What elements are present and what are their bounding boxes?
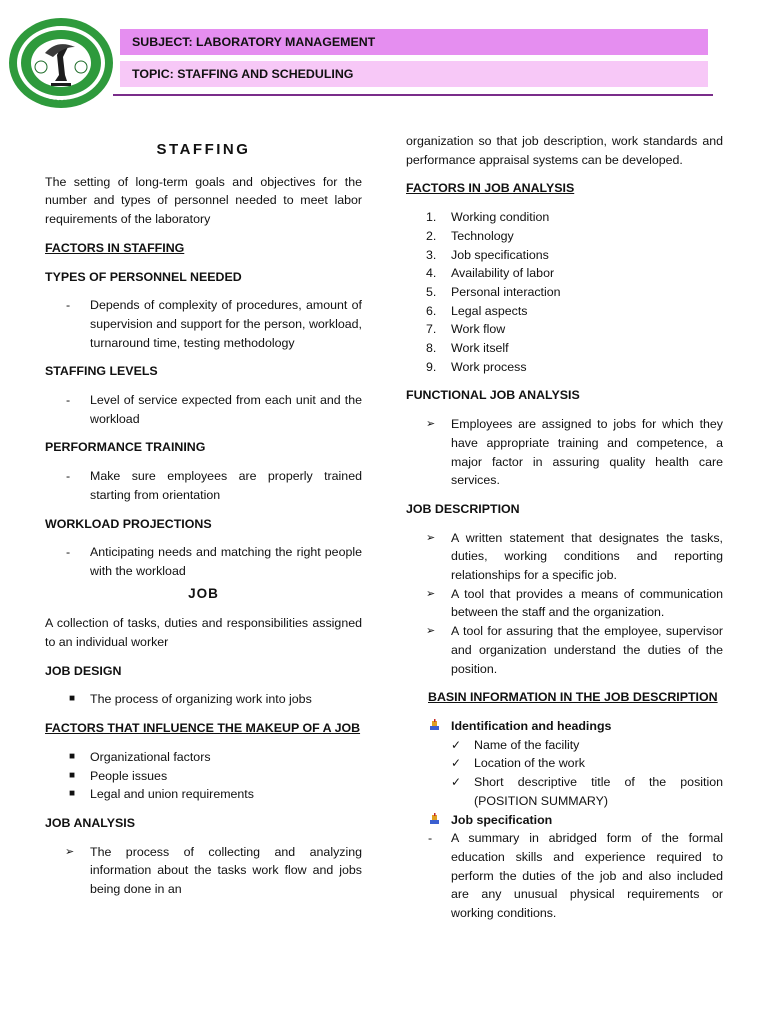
list-item: Identification and headings ✓ Name of the facility ✓ Location of the work ✓ Short descriptive title of the position (POSITION SUMMARY) bbox=[406, 717, 723, 811]
list-item: 9. Work process bbox=[426, 359, 527, 374]
list-item: ➢ A written statement that designates the tasks, duties, working conditions and reporting relationships for a specific job. bbox=[426, 530, 723, 583]
basin-heading: BASIN INFORMATION IN THE JOB DESCRIPTION bbox=[428, 690, 718, 705]
factors-job-analysis-list bbox=[406, 208, 723, 376]
list-item: 3. Job specifications bbox=[426, 247, 549, 262]
types-heading: TYPES OF PERSONNEL NEEDED bbox=[45, 269, 242, 284]
list-item: 4. Availability of labor bbox=[426, 266, 555, 281]
list-item: 2. Technology bbox=[426, 228, 514, 243]
right-column bbox=[406, 130, 723, 923]
job-description-heading: JOB DESCRIPTION bbox=[406, 501, 520, 516]
list-item: ➢ Employees are assigned to jobs for which they have appropriate training and competence, a major factor in assuring quality health care services. bbox=[426, 417, 723, 488]
subject-band: SUBJECT: LABORATORY MANAGEMENT bbox=[120, 29, 708, 55]
list-item: - Anticipating needs and matching the right people with the workload bbox=[66, 545, 362, 578]
training-heading: PERFORMANCE TRAINING bbox=[45, 440, 206, 455]
types-list bbox=[45, 296, 362, 352]
list-item: Job specification bbox=[406, 811, 723, 830]
analysis-continuation: organization so that job description, work standards and performance appraisal systems can be developed. bbox=[406, 134, 723, 167]
workload-list bbox=[45, 543, 362, 580]
pushpin-icon bbox=[428, 719, 441, 732]
list-item: 6. Legal aspects bbox=[426, 303, 528, 318]
list-item: ➢ A tool that provides a means of communication between the staff and the organization. bbox=[426, 586, 723, 620]
training-list bbox=[45, 467, 362, 504]
list-item: 7. Work flow bbox=[426, 322, 506, 337]
functional-heading: FUNCTIONAL JOB ANALYSIS bbox=[406, 388, 580, 403]
factors-job-analysis-heading: FACTORS IN JOB ANALYSIS bbox=[406, 181, 575, 196]
list-item: 5. Personal interaction bbox=[426, 284, 561, 299]
list-item: 8. Work itself bbox=[426, 341, 509, 356]
job-title: JOB bbox=[188, 585, 219, 601]
levels-list bbox=[45, 391, 362, 428]
college-seal-logo bbox=[5, 17, 113, 109]
staffing-intro: The setting of long-term goals and objectives for the number and types of personnel needed to meet labor requirements of the laboratory bbox=[45, 174, 362, 227]
list-item: - Level of service expected from each unit and the workload bbox=[66, 393, 362, 426]
list-item: ■ The process of organizing work into jobs bbox=[69, 692, 312, 707]
list-item: ✓ Location of the work bbox=[451, 756, 585, 771]
job-design-list bbox=[45, 690, 362, 709]
header-rule bbox=[113, 94, 713, 96]
left-column bbox=[45, 130, 362, 899]
topic-band: TOPIC: STAFFING AND SCHEDULING bbox=[120, 61, 708, 87]
influence-list bbox=[45, 748, 362, 804]
list-item: 1. Working condition bbox=[426, 210, 550, 225]
job-analysis-list bbox=[45, 843, 362, 899]
job-analysis-heading: JOB ANALYSIS bbox=[45, 815, 135, 830]
functional-list bbox=[406, 415, 723, 490]
staffing-title: STAFFING bbox=[156, 141, 251, 158]
job-definition: A collection of tasks, duties and responsibilities assigned to an individual worker bbox=[45, 616, 362, 650]
list-item: - Make sure employees are properly trained starting from orientation bbox=[66, 469, 362, 502]
pushpin-icon bbox=[428, 813, 441, 826]
job-description-list bbox=[406, 529, 723, 679]
influence-heading: FACTORS THAT INFLUENCE THE MAKEUP OF A JOB bbox=[45, 721, 361, 736]
list-item: ■ People issues bbox=[69, 768, 168, 783]
basin-list bbox=[406, 717, 723, 923]
list-item: - A summary in abridged form of the formal education skills and experience required to perform the duties of the job and also included are any unusual physical requirements or working conditions. bbox=[428, 831, 723, 921]
factors-in-staffing-heading: FACTORS IN STAFFING bbox=[45, 240, 185, 255]
levels-heading: STAFFING LEVELS bbox=[45, 364, 158, 379]
list-item: ■ Organizational factors bbox=[69, 749, 211, 764]
list-item: ➢ The process of collecting and analyzing information about the tasks work flow and jobs being done in an bbox=[65, 844, 362, 897]
workload-heading: WORKLOAD PROJECTIONS bbox=[45, 516, 212, 531]
job-design-heading: JOB DESIGN bbox=[45, 663, 122, 678]
identification-sublist bbox=[451, 736, 723, 811]
list-item: - Depends of complexity of procedures, amount of supervision and support for the person, workload, turnaround time, testing methodology bbox=[66, 298, 362, 350]
list-item: ✓ Short descriptive title of the position (POSITION SUMMARY) bbox=[451, 775, 723, 808]
list-item: ✓ Name of the facility bbox=[451, 737, 580, 752]
list-item: ■ Legal and union requirements bbox=[69, 787, 254, 802]
list-item: ➢ A tool for assuring that the employee, supervisor and organization understand the duties of the position. bbox=[426, 624, 723, 676]
